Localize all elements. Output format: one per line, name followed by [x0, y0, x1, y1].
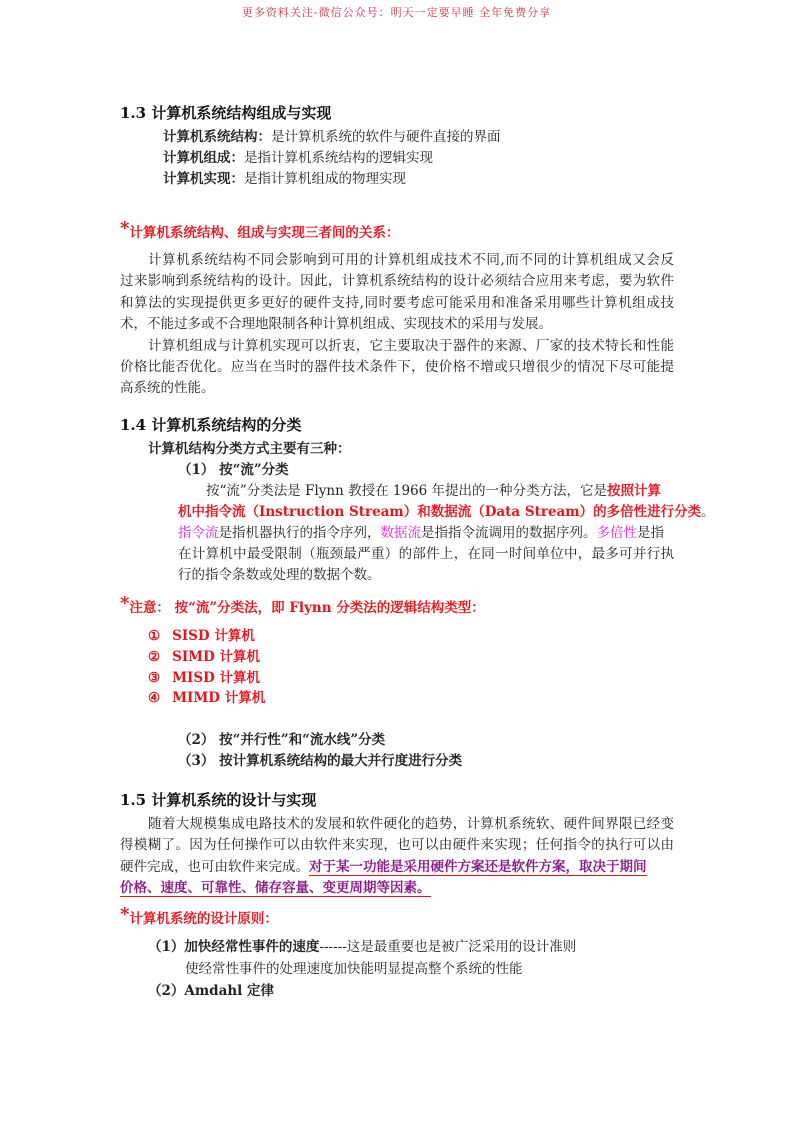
section-1-4-heading: 1.4 计算机系统结构的分类: [120, 416, 302, 434]
term: 计算机组成：: [163, 150, 244, 166]
method-3: （3） 按计算机系统结构的最大并行度进行分类: [178, 753, 463, 769]
principle-1: [148, 938, 576, 956]
definition: 是指计算机系统结构的逻辑实现: [244, 150, 433, 166]
label: MIMD 计算机: [172, 690, 266, 706]
label: SISD 计算机: [172, 628, 255, 644]
note-text: 注意： 按“流”分类法，即 Flynn 分类法的逻辑结构类型：: [129, 600, 485, 616]
definition-implementation: [163, 170, 406, 188]
method-1: （1） 按“流”分类: [178, 462, 289, 478]
section-1-3-heading: 1.3 计算机系统结构组成与实现: [120, 104, 332, 122]
text: 是指: [637, 525, 664, 541]
type-item: [148, 648, 260, 666]
text: 是指指令流调用的数据序列。: [421, 525, 597, 541]
definition-organization: [163, 149, 433, 167]
section-1-5-heading: 1.5 计算机系统的设计与实现: [120, 791, 317, 809]
para-line: [120, 879, 431, 897]
para-line: 价格比能否优化。应当在当时的器件技术条件下，使价格不增或只增很少的情况下尽可能提: [120, 359, 674, 375]
note-text: 计算机系统的设计原则：: [129, 911, 278, 927]
note-flynn: [120, 595, 485, 617]
type-item: [148, 669, 260, 687]
term: 计算机系统结构：: [163, 129, 271, 145]
asterisk-icon: *: [120, 218, 130, 239]
flynn-line-3: [178, 524, 664, 542]
para-line: 术，不能过多或不合理地限制各种计算机组成、实现技术的采用与发展。: [120, 316, 552, 332]
definition: 是计算机系统的软件与硬件直接的界面: [271, 129, 501, 145]
para-line: [120, 858, 647, 876]
note-design-principles: [120, 906, 278, 928]
definition-architecture: [163, 128, 501, 146]
para-line: 随着大规模集成电路技术的发展和软件硬化的趋势，计算机系统软、硬件间界限已经变: [148, 816, 674, 832]
para-line: 高系统的性能。: [120, 380, 215, 396]
definition: 是指计算机组成的物理实现: [244, 171, 406, 187]
note-text: 计算机系统结构、组成与实现三者间的关系：: [129, 225, 400, 241]
para-line: 计算机系统结构不同会影响到可用的计算机组成技术不同,而不同的计算机组成又会反: [148, 252, 674, 268]
flynn-line-2: [178, 503, 715, 521]
term: 数据流: [380, 525, 421, 541]
para-line: 和算法的实现提供更多更好的硬件支持,同时要考虑可能采用和准备采用哪些计算机组成技: [120, 295, 674, 311]
number: ②: [148, 649, 161, 665]
underlined-highlight: 价格、速度、可靠性、储存容量、变更周期等因素。: [120, 880, 431, 896]
type-item: [148, 627, 255, 645]
number: ①: [148, 628, 161, 644]
principle-1-detail: 使经常性事件的处理速度加快能明显提高整个系统的性能: [185, 961, 523, 977]
type-item: [148, 689, 265, 707]
flynn-line-5: 行的指令条数或处理的数据个数。: [178, 567, 381, 583]
number: ③: [148, 670, 161, 686]
para-line: 计算机组成与计算机实现可以折衷，它主要取决于器件的来源、厂家的技术特长和性能: [148, 338, 674, 354]
text: 硬件完成，也可由软件来完成。: [120, 859, 309, 875]
flynn-line-4: 在计算机中最受限制（瓶颈最严重）的部件上，在同一时间单位中，最多可并行执: [178, 546, 674, 562]
principle-2: （2）Amdahl 定律: [148, 983, 274, 999]
principle-desc: ------这是最重要也是被广泛采用的设计准则: [319, 939, 577, 955]
label: SIMD 计算机: [172, 649, 261, 665]
para-line: 过来影响到系统结构的设计。因此，计算机系统结构的设计必须结合应用来考虑，要为软件: [120, 273, 674, 289]
highlight: 按照计算: [607, 483, 662, 499]
text: 按“流”分类法是 Flynn 教授在 1966 年提出的一种分类方法，它是: [206, 483, 608, 499]
label: MISD 计算机: [172, 670, 261, 686]
flynn-line-1: [206, 482, 661, 500]
classification-intro: 计算机结构分类方式主要有三种：: [148, 441, 351, 457]
principle-title: （1）加快经常性事件的速度: [148, 939, 320, 955]
term: 计算机实现：: [163, 171, 244, 187]
text: 。: [701, 504, 715, 520]
term: 指令流: [178, 525, 219, 541]
page-header-watermark: 更多资料关注-微信公众号：明天一定要早睡 全年免费分享: [241, 6, 552, 19]
para-line: 得模糊了。因为任何操作可以由软件来实现，也可以由硬件来实现；任何指令的执行可以由: [120, 837, 674, 853]
asterisk-icon: *: [120, 904, 130, 925]
note-relationship: [120, 220, 399, 242]
underlined-highlight: 对于某一功能是采用硬件方案还是软件方案，取决于期间: [309, 859, 647, 875]
highlight: 机中指令流（Instruction Stream）和数据流（Data Stream）的多倍性进行分类: [178, 504, 702, 520]
number: ④: [148, 690, 161, 706]
text: 是指机器执行的指令序列，: [218, 525, 381, 541]
method-2: （2） 按“并行性”和“流水线”分类: [178, 732, 386, 748]
asterisk-icon: *: [120, 593, 130, 614]
term: 多倍性: [596, 525, 637, 541]
